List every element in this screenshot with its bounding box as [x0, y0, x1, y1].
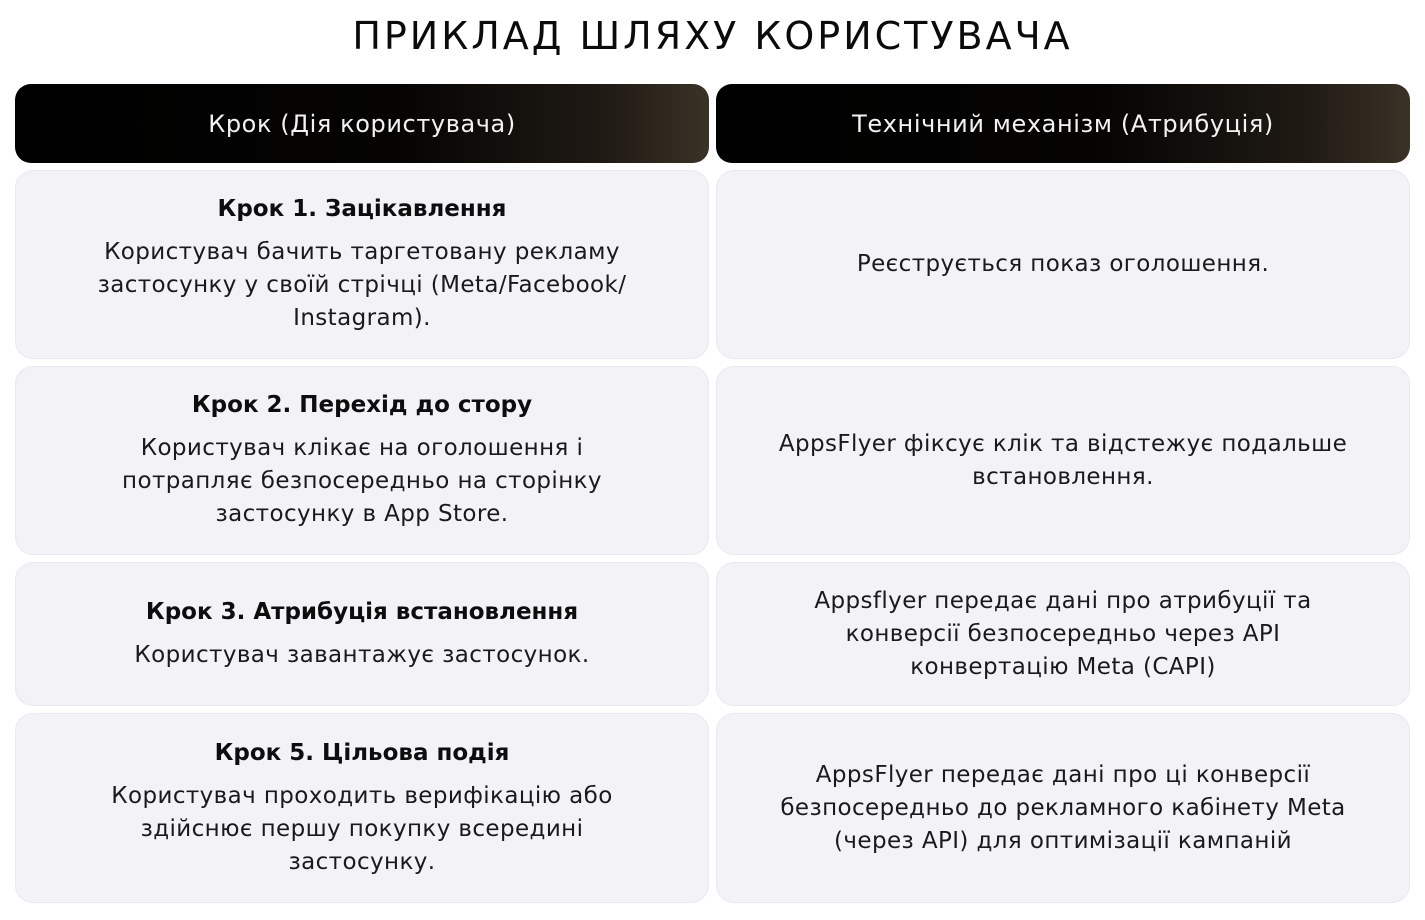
mechanism-text: AppsFlyer фіксує клік та відстежує подальше встановлення. [778, 430, 1348, 490]
step-description: Користувач клікає на оголошення і потрапляє безпосередньо на сторінку застосунку в App Store. [122, 435, 602, 527]
step-description: Користувач завантажує застосунок. [134, 641, 590, 668]
mechanism-text: Реєструється показ оголошення. [856, 251, 1270, 277]
step-cell-3 [15, 562, 709, 706]
step-title: Крок 3. Атрибуція встановлення [145, 598, 579, 625]
mechanism-cell-3 [716, 562, 1410, 706]
mechanism-cell-1 [716, 170, 1410, 359]
journey-table [15, 84, 1410, 903]
step-cell-1 [15, 170, 709, 359]
page-title: ПРИКЛАД ШЛЯХУ КОРИСТУВАЧА [352, 14, 1073, 58]
step-description: Користувач бачить таргетовану рекламу застосунку у своїй стрічці (Meta/Facebook/ Instagram). [97, 239, 627, 331]
header-mechanism: Технічний механізм (Атрибуція) [716, 84, 1410, 163]
step-title: Крок 5. Цільова подія [214, 739, 510, 766]
step-title: Крок 1. Зацікавлення [217, 196, 507, 222]
mechanism-cell-4 [716, 713, 1410, 903]
mechanism-cell-2 [716, 366, 1410, 555]
step-cell-4 [15, 713, 709, 903]
step-description: Користувач проходить верифікацію або здійснює першу покупку всередині застосунку. [111, 782, 613, 875]
step-cell-2 [15, 366, 709, 555]
mechanism-text: Appsflyer передає дані про атрибуції та конверсії безпосередньо через API конвертацію Meta (CAPI) [814, 587, 1312, 680]
header-step: Крок (Дія користувача) [15, 84, 709, 163]
mechanism-text: AppsFlyer передає дані про ці конверсії безпосередньо до рекламного кабінету Meta (через API) для оптимізації кампаній [780, 761, 1346, 854]
step-title: Крок 2. Перехід до стору [191, 392, 533, 418]
